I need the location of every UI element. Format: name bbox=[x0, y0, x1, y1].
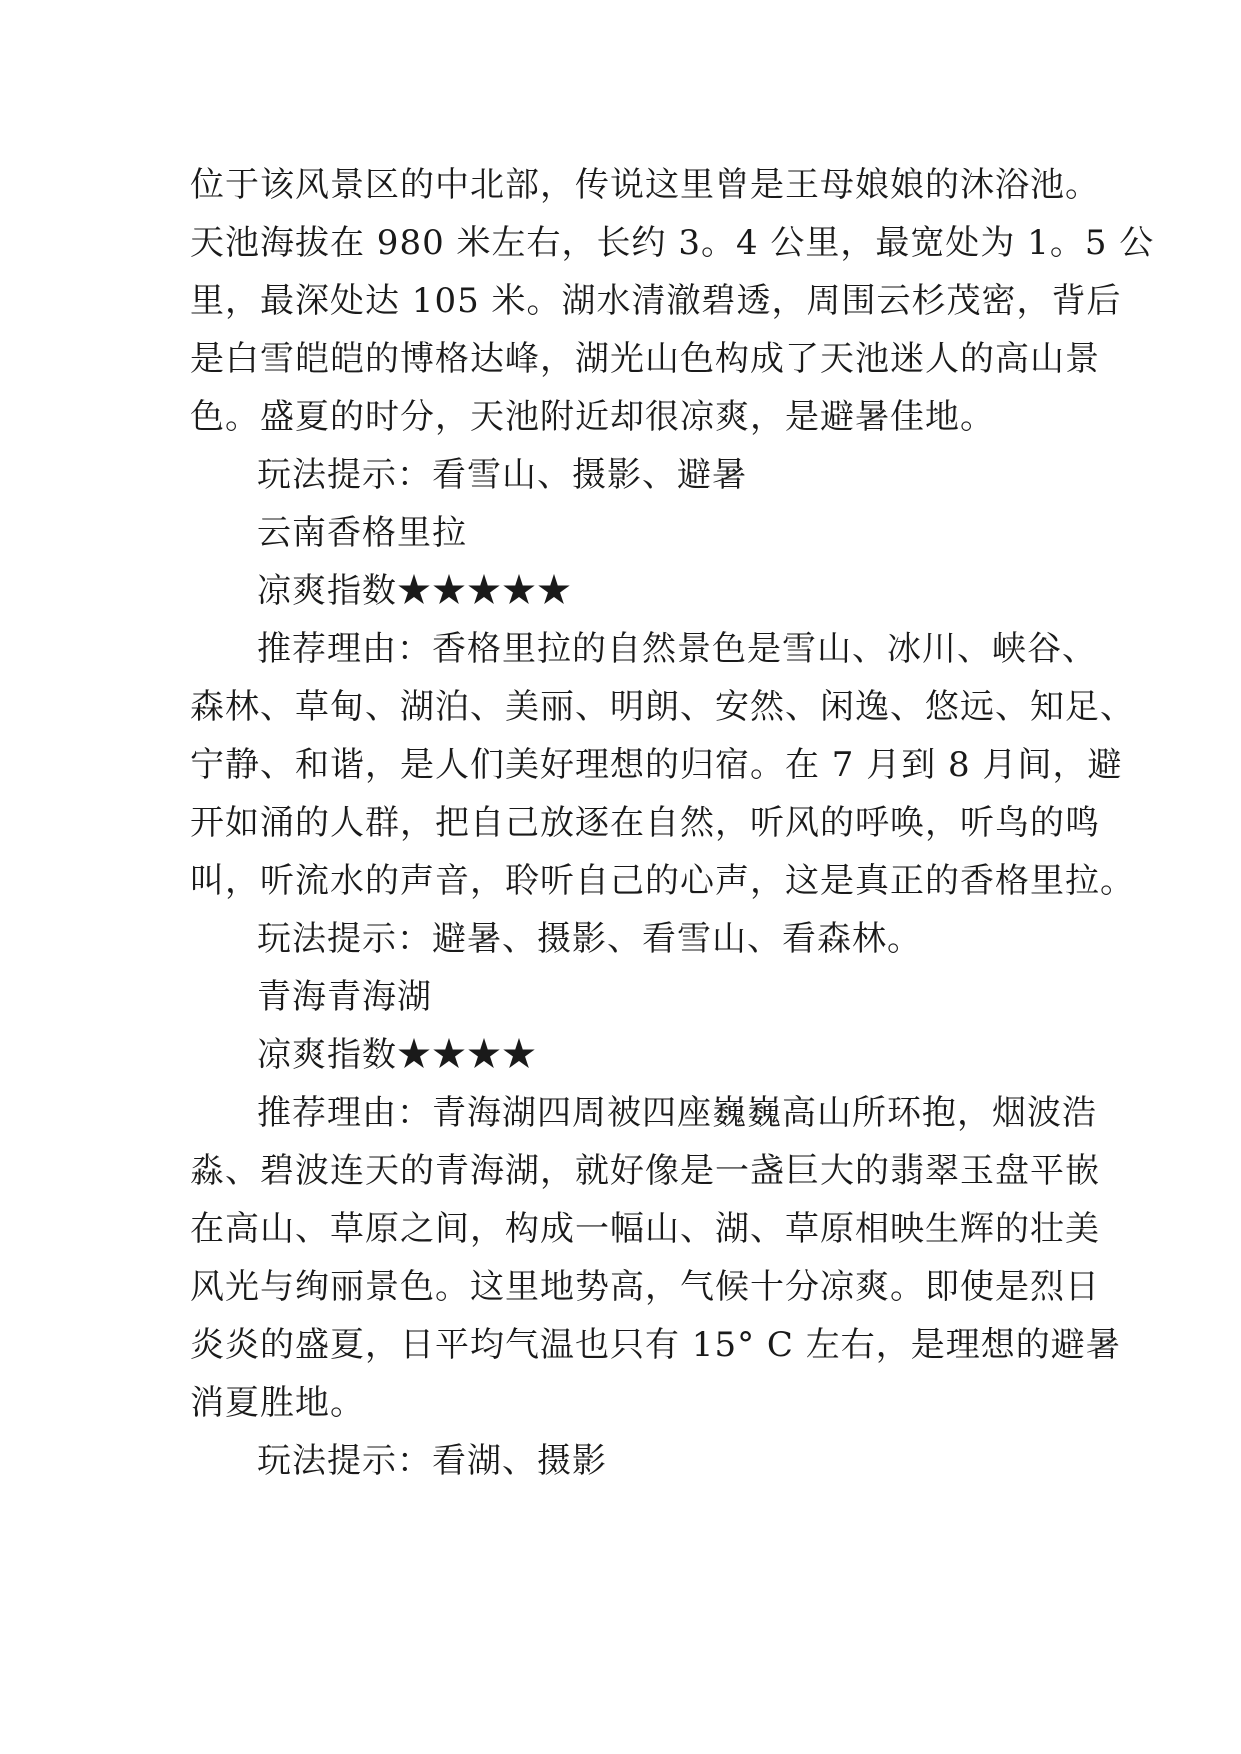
text-line: 在高山、草原之间，构成一幅山、湖、草原相映生辉的壮美 bbox=[190, 1209, 1100, 1249]
text-line: 是白雪皑皑的博格达峰，湖光山色构成了天池迷人的高山景 bbox=[190, 339, 1100, 379]
text-line: 淼、碧波连天的青海湖，就好像是一盏巨大的翡翠玉盘平嵌 bbox=[190, 1151, 1100, 1191]
text-line: 消夏胜地。 bbox=[190, 1383, 365, 1423]
text-line: 炎炎的盛夏，日平均气温也只有 15° C 左右，是理想的避暑 bbox=[190, 1325, 1121, 1365]
tip-line: 玩法提示：看湖、摄影 bbox=[257, 1441, 607, 1481]
text-line: 推荐理由：香格里拉的自然景色是雪山、冰川、峡谷、 bbox=[257, 629, 1097, 669]
text-line: 宁静、和谐，是人们美好理想的归宿。在 7 月到 8 月间，避 bbox=[190, 745, 1123, 785]
text-line: 风光与绚丽景色。这里地势高，气候十分凉爽。即使是烈日 bbox=[190, 1267, 1100, 1307]
text-line: 森林、草甸、湖泊、美丽、明朗、安然、闲逸、悠远、知足、 bbox=[190, 687, 1135, 727]
section-heading: 青海青海湖 bbox=[257, 977, 432, 1017]
rating-line: 凉爽指数★★★★★ bbox=[257, 571, 572, 611]
rating-line: 凉爽指数★★★★ bbox=[257, 1035, 537, 1075]
tip-line: 玩法提示：看雪山、摄影、避暑 bbox=[257, 455, 747, 495]
text-line: 位于该风景区的中北部，传说这里曾是王母娘娘的沐浴池。 bbox=[190, 165, 1100, 205]
text-line: 色。盛夏的时分，天池附近却很凉爽，是避暑佳地。 bbox=[190, 397, 995, 437]
tip-line: 玩法提示：避暑、摄影、看雪山、看森林。 bbox=[257, 919, 922, 959]
section-heading: 云南香格里拉 bbox=[257, 513, 467, 553]
text-line: 叫，听流水的声音，聆听自己的心声，这是真正的香格里拉。 bbox=[190, 861, 1135, 901]
text-line: 推荐理由：青海湖四周被四座巍巍高山所环抱，烟波浩 bbox=[257, 1093, 1097, 1133]
text-line: 里，最深处达 105 米。湖水清澈碧透，周围云杉茂密，背后 bbox=[190, 281, 1122, 321]
text-line: 开如涌的人群，把自己放逐在自然，听风的呼唤，听鸟的鸣 bbox=[190, 803, 1100, 843]
text-line: 天池海拔在 980 米左右，长约 3。4 公里，最宽处为 1。5 公 bbox=[190, 223, 1155, 263]
